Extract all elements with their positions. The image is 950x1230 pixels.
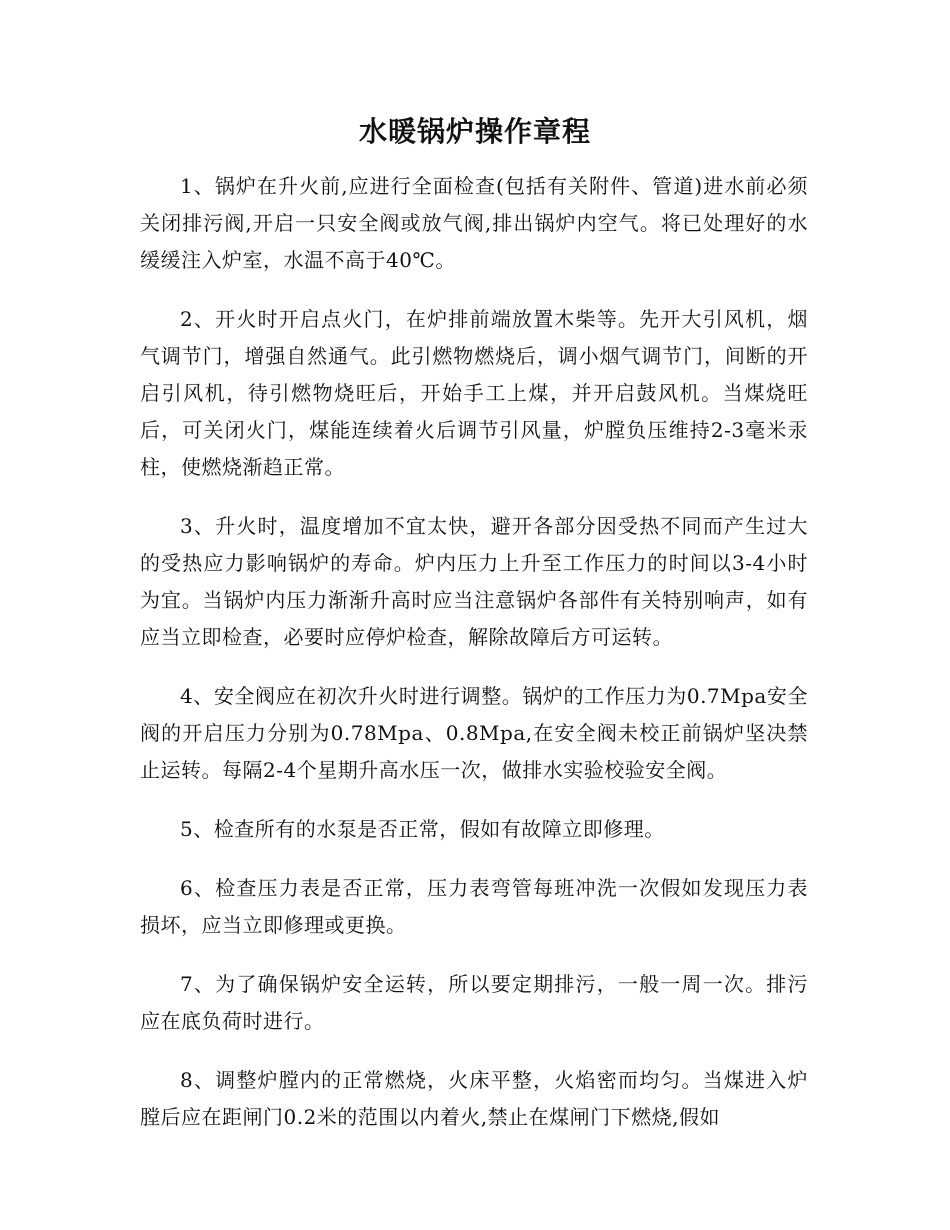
document-body: [140, 168, 808, 1158]
paragraph-2: 2、开火时开启点火门，在炉排前端放置木柴等。先开大引风机，烟气调节门，增强自然通气。此引燃物燃烧后，调小烟气调节门，间断的开启引风机，待引燃物烧旺后，开始手工上煤，并开启鼓风机。当煤烧旺后，可关闭火门，煤能连续着火后调节引风量，炉膛负压维持2-3毫米汞柱，使燃烧渐趋正常。: [140, 307, 808, 479]
paragraph-1: 1、锅炉在升火前,应进行全面检查(包括有关附件、管道)进水前必须关闭排污阀,开启一只安全阀或放气阀,排出锅炉内空气。将已处理好的水缓缓注入炉室，水温不高于40℃。: [140, 174, 808, 272]
paragraph-8: 8、调整炉膛内的正常燃烧，火床平整，火焰密而均匀。当煤进入炉膛后应在距闸门0.2米的范围以内着火,禁止在煤闸门下燃烧,假如: [140, 1068, 808, 1129]
paragraph-3: 3、升火时，温度增加不宜太快，避开各部分因受热不同而产生过大的受热应力影响锅炉的寿命。炉内压力上升至工作压力的时间以3-4小时为宜。当锅炉内压力渐渐升高时应当注意锅炉各部件有关特别响声，如有应当立即检查，必要时应停炉检查，解除故障后方可运转。: [140, 514, 808, 649]
paragraph-4: 4、安全阀应在初次升火时进行调整。锅炉的工作压力为0.7Mpa安全阀的开启压力分别为0.78Mpa、0.8Mpa,在安全阀未校正前锅炉坚决禁止运转。每隔2-4个星期升高水压一次，做排水实验校验安全阀。: [140, 684, 808, 782]
document-title: 水暖锅炉操作章程: [358, 115, 591, 148]
paragraph-7: 7、为了确保锅炉安全运转，所以要定期排污，一般一周一次。排污应在底负荷时进行。: [140, 972, 808, 1033]
paragraph-5: 5、检查所有的水泵是否正常，假如有故障立即修理。: [180, 817, 665, 841]
paragraph-6: 6、检查压力表是否正常，压力表弯管每班冲洗一次假如发现压力表损坏，应当立即修理或更换。: [140, 876, 808, 937]
